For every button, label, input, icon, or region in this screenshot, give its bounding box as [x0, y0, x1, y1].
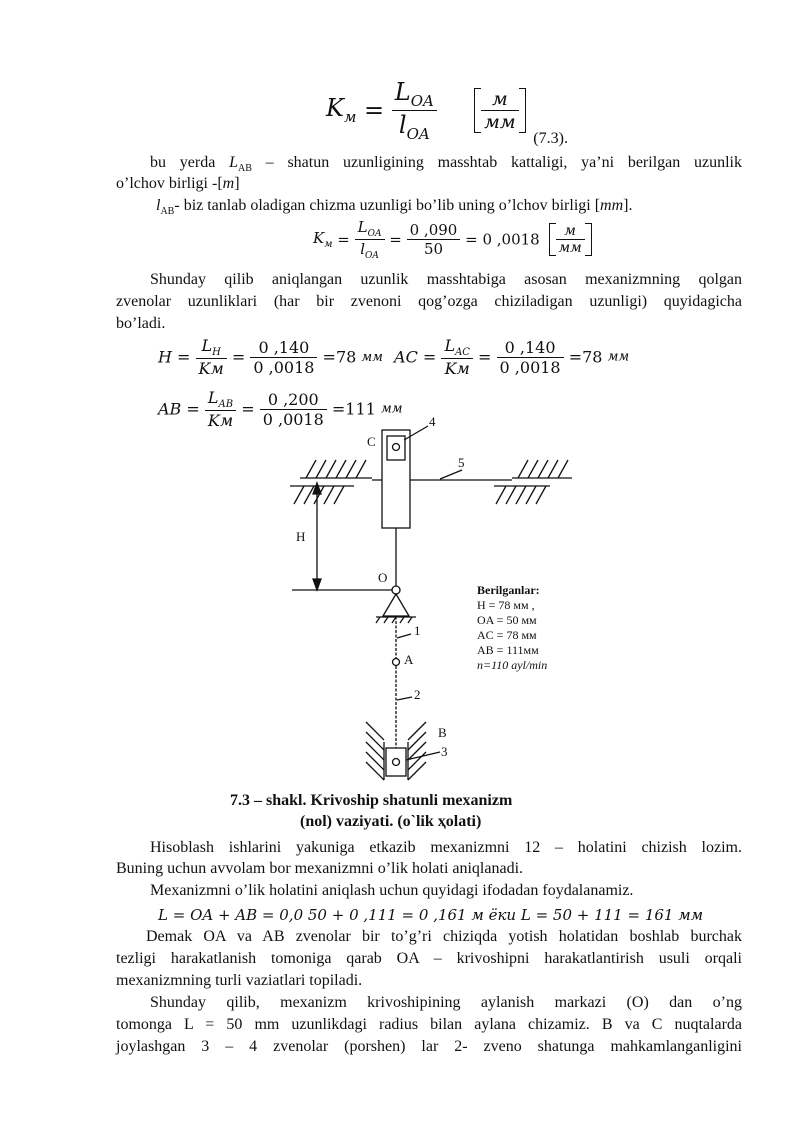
para4-line1: Demak OA va AB zvenolar bir to’g’ri chiziqda yotish holatidan boshlab burchak [146, 928, 742, 945]
para1-line1: bu yerda $L_{AB}$ – shatun uzunligining masshtab kattaligi, ya’ni berilgan uzunlik [150, 154, 742, 175]
joint-a [393, 659, 400, 666]
label-3: 3 [441, 744, 448, 759]
label-2: 2 [414, 687, 421, 702]
para2-line1: Shunday qilib aniqlangan uzunlik masshtabiga asosan mexanizmning qolgan [150, 271, 742, 288]
lower-guide-hatch-left [366, 722, 384, 780]
para4-line3: mexanizmning turli vaziatlari topiladi. [116, 972, 363, 989]
eq73-tag: (7.3). [533, 129, 568, 147]
fixed-support [383, 594, 409, 616]
para2-line3: bo’ladi. [116, 315, 166, 332]
guide-hatch-lower-left [290, 486, 354, 504]
para3-line3: Mexanizmni o’lik holatini aniqlash uchun quyidagi ifodadan foydalanamiz. [150, 882, 634, 899]
guide-hatch-upper-left [300, 460, 372, 478]
eq73-fraction: $\frac{L_{OA}}{l_{OA}}$ [392, 78, 437, 143]
given-data-box [477, 583, 547, 672]
given-ab: AB = 111мм [477, 643, 539, 657]
para5-line3: joylashgan 3 – 4 zvenolar (porshen) lar 2- zveno shatunga mahkamlanganligini [116, 1038, 742, 1055]
label-5: 5 [458, 455, 465, 470]
given-title: Berilganlar: [477, 583, 540, 597]
given-oa: OA = 50 мм [477, 613, 537, 627]
slider-4 [382, 430, 410, 528]
eq73-unit: $\frac{м}{мм}$ [474, 88, 526, 133]
leader-5 [440, 470, 462, 479]
leader-1 [397, 634, 411, 638]
label-h: H [296, 529, 306, 544]
label-o: O [378, 570, 388, 585]
lower-guide-hatch-right [408, 722, 426, 780]
guide-hatch-lower-right [494, 486, 550, 504]
para3-line1: Hisoblash ishlarini yakuniga etkazib mexanizmni 12 – holatini chizish lozim. [150, 839, 742, 856]
equation-7-3: $K_м$ = $\frac{L_{OA}}{l_{OA}}$ $\frac{м}{мм}$ $_{(7.3).}$ [326, 78, 568, 147]
equation-h-ac: H = $\frac{L_H}{Kм}$ = $\frac{0 ,140}{0 ,0018}$ =78 мм AC = $\frac{L_{AC}}{Kм}$ = $\frac{0 ,140}{0 ,0018}$ =78 мм [158, 336, 630, 379]
label-a: A [404, 652, 414, 667]
figure-caption-line1: 7.3 – shakl. Krivoship shatunli mexanizm [230, 792, 513, 809]
equation-ab: AB = $\frac{L_{AB}}{Kм}$ = $\frac{0 ,200}{0 ,0018}$ =111 мм [158, 388, 403, 431]
slider-3 [386, 748, 406, 776]
para5-line1: Shunday qilib, mexanizm krivoshipining aylanish markazi (O) dan o’ng [150, 994, 742, 1011]
equation-dead-position: L = OA + AB = 0,0 50 + 0 ,111 = 0 ,161 м ёки L = 50 + 111 = 161 мм [158, 906, 704, 924]
para2-line2: zvenolar uzunliklari (har bir zvenoni qog’ozga chiziladigan uzunligi) quyidagicha [116, 293, 742, 310]
para5-line2: tomonga L = 50 mm uzunlikdagi radius bilan aylana chizamiz. B va C nuqtalarda [116, 1016, 742, 1033]
equation-scale: $K_м$ = $\frac{L_{OA}}{l_{OA}}$ = $\frac{0 ,090}{50}$ = 0 ,0018 $\frac{м}{мм}$ [313, 218, 592, 261]
para1-line3: $l_{AB}-$ biz tanlab oladigan chizma uzunligi bo’lib uning o’lchov birligi [mm]. [156, 197, 633, 218]
label-b: B [438, 725, 447, 740]
label-c: C [367, 434, 376, 449]
given-h: H = 78 мм , [477, 598, 535, 612]
para1-line2: o’lchov birligi -[m] [116, 175, 240, 192]
para4-line2: tezligi harakatlanish tomoniga qarab OA – krivoshipni harakatlantirish usuli orqali [116, 950, 742, 967]
figure-caption-line2: (nol) vaziyati. (o`lik ҳolati) [300, 813, 482, 830]
eq73-lhs: $K_м$ [326, 94, 357, 127]
label-4: 4 [429, 414, 436, 429]
given-ac: AC = 78 мм [477, 628, 537, 642]
leader-2 [397, 697, 412, 700]
given-n: n=110 ayl/min [477, 658, 548, 672]
guide-hatch-upper-right [512, 460, 572, 478]
label-1: 1 [414, 623, 421, 638]
para3-line2: Buning uchun avvolam bor mexanizmni o’lik holati aniqlanadi. [116, 860, 524, 877]
